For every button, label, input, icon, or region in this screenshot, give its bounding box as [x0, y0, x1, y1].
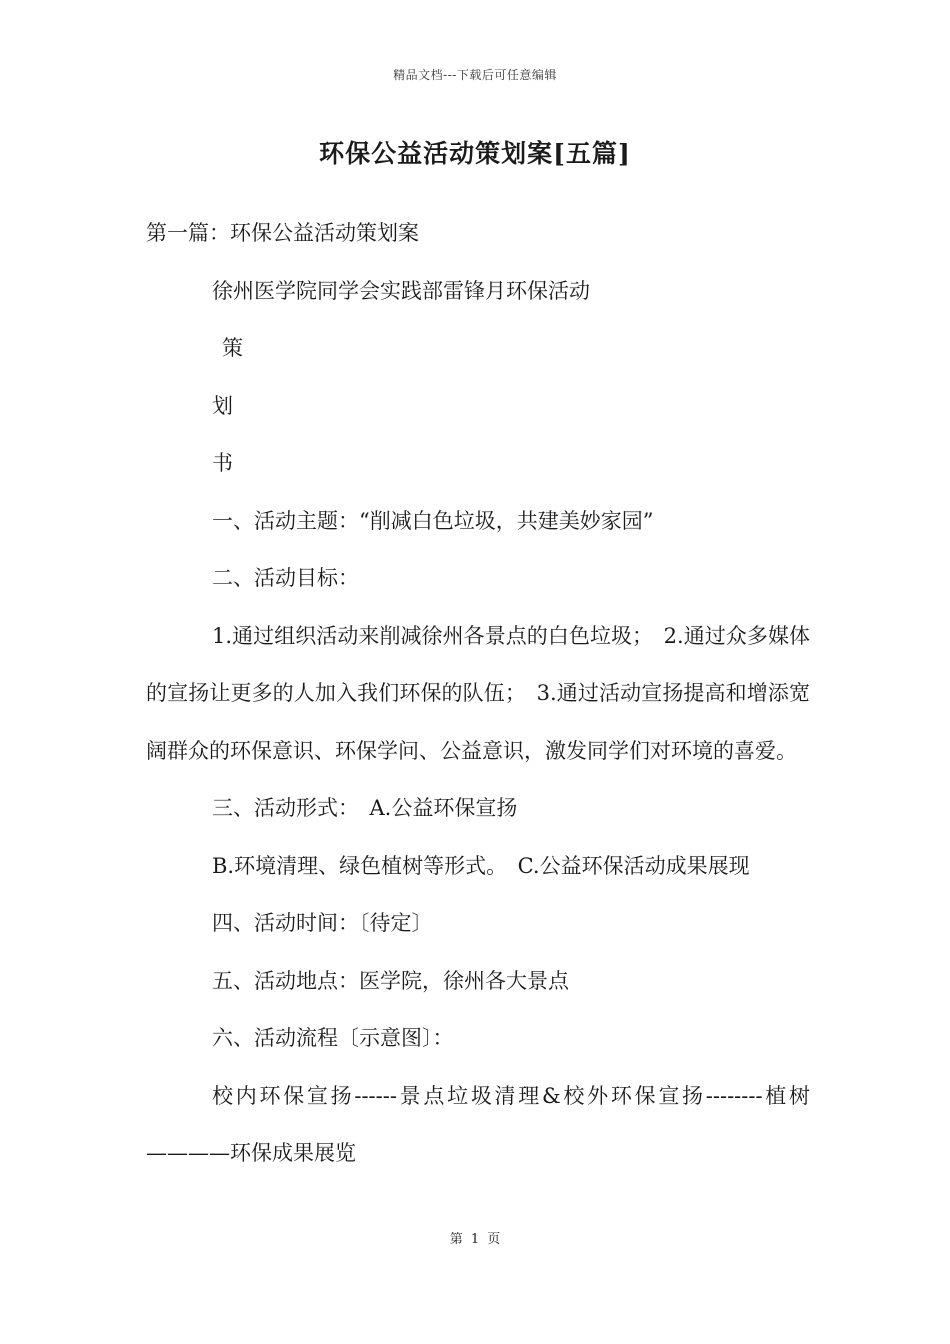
document-body [146, 205, 810, 1183]
org-line: 徐州医学院同学会实践部雷锋月环保活动 [212, 278, 590, 303]
form-line-2: B.环境清理、绿色植树等形式。 C.公益环保活动成果展现 [212, 853, 750, 878]
theme-line: 一、活动主题：“削减白色垃圾，共建美妙家园” [212, 508, 654, 533]
goals-heading: 二、活动目标： [212, 566, 359, 590]
vertical-char-3: 书 [212, 451, 233, 475]
form-line-1: 三、活动形式： A.公益环保宣扬 [212, 796, 518, 820]
place-line: 五、活动地点：医学院，徐州各大景点 [212, 968, 569, 993]
page-number: 第 1 页 [449, 1232, 501, 1247]
flow-paragraph: 校内环保宣扬------景点垃圾清理&校外环保宣扬--------植树————环保成果展览 [146, 1083, 810, 1165]
part-heading: 第一篇：环保公益活动策划案 [146, 221, 419, 245]
vertical-char-1: 策 [222, 336, 243, 360]
time-line: 四、活动时间：〔待定〕 [212, 911, 433, 935]
document-title: 环保公益活动策划案[五篇] [319, 139, 631, 168]
vertical-char-2: 划 [212, 393, 233, 418]
flow-heading: 六、活动流程〔示意图〕： [212, 1026, 454, 1050]
header-note: 精品文档---下载后可任意编辑 [393, 68, 557, 82]
goals-paragraph: 1.通过组织活动来削减徐州各景点的白色垃圾； 2.通过众多媒体的宣扬让更多的人加入我们环保的队伍； 3.通过活动宣扬提高和增添宽阔群众的环保意识、环保学问、公益意识，激发同学们对环境的喜爱。 [146, 623, 810, 763]
